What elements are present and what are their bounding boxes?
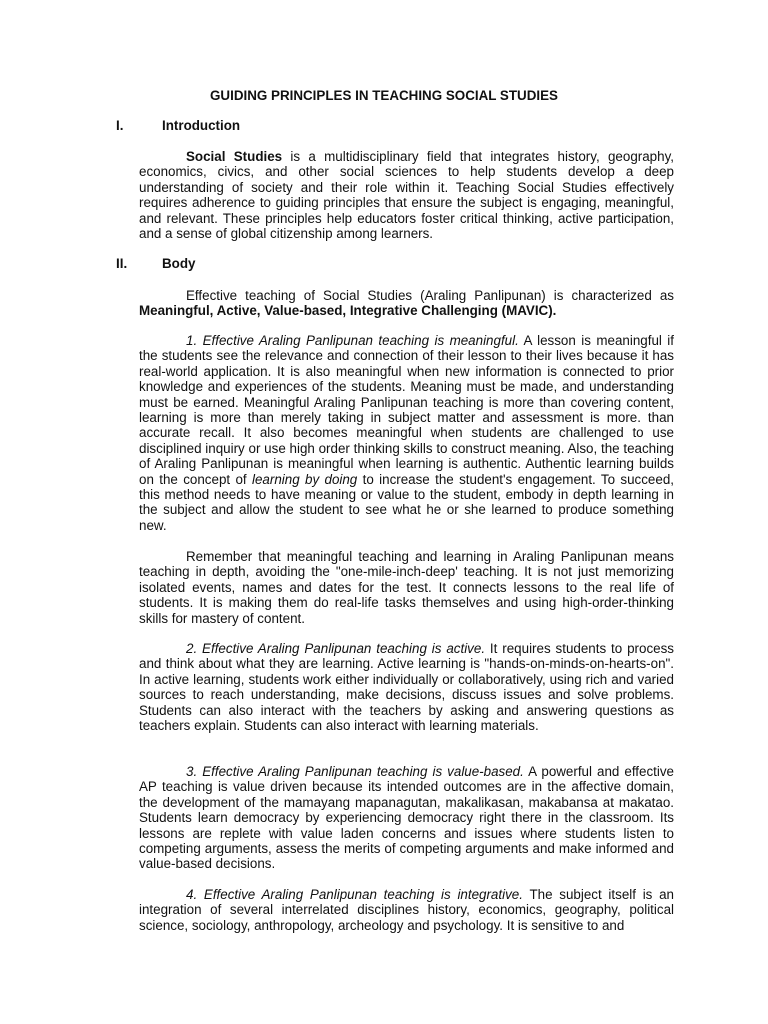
paragraph-text: It requires students to process and think about what they are learning. Active learning is "hands-on-minds-on-hearts-on". In active learning, students work either individually or collaboratively, using rich and varied sources to reach understanding, make decisions, discuss issues and solve problems. Students can also interact with the teachers by asking and answering questions as teachers explain. Students can also interact with learning materials.	[139, 641, 674, 734]
principle-value-based-paragraph	[139, 764, 674, 872]
principle-lead-italic: 1. Effective Araling Panlipunan teaching is meaningful.	[186, 333, 519, 348]
meaningful-followup-paragraph	[139, 549, 674, 626]
section-heading-body	[116, 256, 195, 272]
intro-lead-bold: Social Studies	[186, 149, 283, 164]
body-intro-text: Effective teaching of Social Studies (Araling Panlipunan) is characterized as	[186, 288, 674, 303]
mavic-bold: Meaningful, Active, Value-based, Integrative Challenging (MAVIC).	[139, 303, 557, 319]
principle-lead-italic: 3. Effective Araling Panlipunan teaching is value-based.	[186, 764, 524, 779]
section-number: I.	[116, 118, 124, 133]
intro-paragraph	[139, 149, 674, 241]
principle-lead-italic: 2. Effective Araling Panlipunan teaching is active.	[186, 641, 486, 656]
principle-integrative-paragraph	[139, 887, 674, 933]
principle-active-paragraph	[139, 641, 674, 733]
paragraph-text: A powerful and effective AP teaching is value driven because its intended outcomes are in the affective domain, the development of the mamayang mapanagutan, makalikasan, makabansa at makatao. Students learn democracy by experiencing democracy right there in the classroom. Its lessons are replete with value laden concerns and issues where students listen to competing arguments, assess the merits of competing arguments and make informed and value-based decisions.	[139, 764, 675, 872]
paragraph-text: to increase the student's engagement. To succeed, this method needs to have meaning or value to the student, embody in depth learning in the subject and allow the student to see what he or she learned to produce something new.	[139, 471, 674, 533]
section-heading-introduction	[116, 118, 240, 134]
intro-text: is a multidisciplinary field that integrates history, geography, economics, civics, and other social sciences to help students develop a deep understanding of society and their role within it. Teaching Social Studies effectively requires adherence to guiding principles that ensure the subject is engaging, meaningful, and relevant. These principles help educators foster critical thinking, active participation, and a sense of global citizenship among learners.	[139, 149, 674, 242]
learning-by-doing-italic: learning by doing	[252, 471, 358, 487]
principle-meaningful-paragraph	[139, 333, 674, 533]
document-title: GUIDING PRINCIPLES IN TEACHING SOCIAL STUDIES	[210, 88, 558, 103]
paragraph-text: A lesson is meaningful if the students see the relevance and connection of their lesson to their lives because it has real-world application. It is also meaningful when new information is connected to prior knowledge and experiences of the students. Meaning must be made, and understanding must be earned. Meaningful Araling Panlipunan teaching is more than covering content, learning is more than merely taking in subject matter and assessment is more. than accurate recall. It also becomes meaningful when students are challenged to use disciplined inquiry or use high order thinking skills to construct meaning. Also, the teaching of Araling Panlipunan is meaningful when learning is authentic. Authentic learning builds on the concept of	[139, 333, 674, 487]
body-intro-paragraph	[139, 288, 674, 319]
section-title: Introduction	[162, 118, 241, 133]
section-title: Body	[162, 256, 196, 271]
paragraph-text: Remember that meaningful teaching and learning in Araling Panlipunan means teaching in depth, avoiding the "one-mile-inch-deep' teaching. It is not just memorizing isolated events, names and dates for the test. It connects lessons to the real life of students. It is making them do real-life tasks themselves and using high-order-thinking skills for mastery of content.	[139, 549, 674, 626]
principle-lead-italic: 4. Effective Araling Panlipunan teaching is integrative.	[186, 887, 523, 902]
paragraph-text: The subject itself is an integration of several interrelated disciplines history, economics, geography, political science, sociology, anthropology, archeology and psychology. It is sensitive to and	[139, 887, 674, 933]
section-number: II.	[116, 256, 128, 271]
